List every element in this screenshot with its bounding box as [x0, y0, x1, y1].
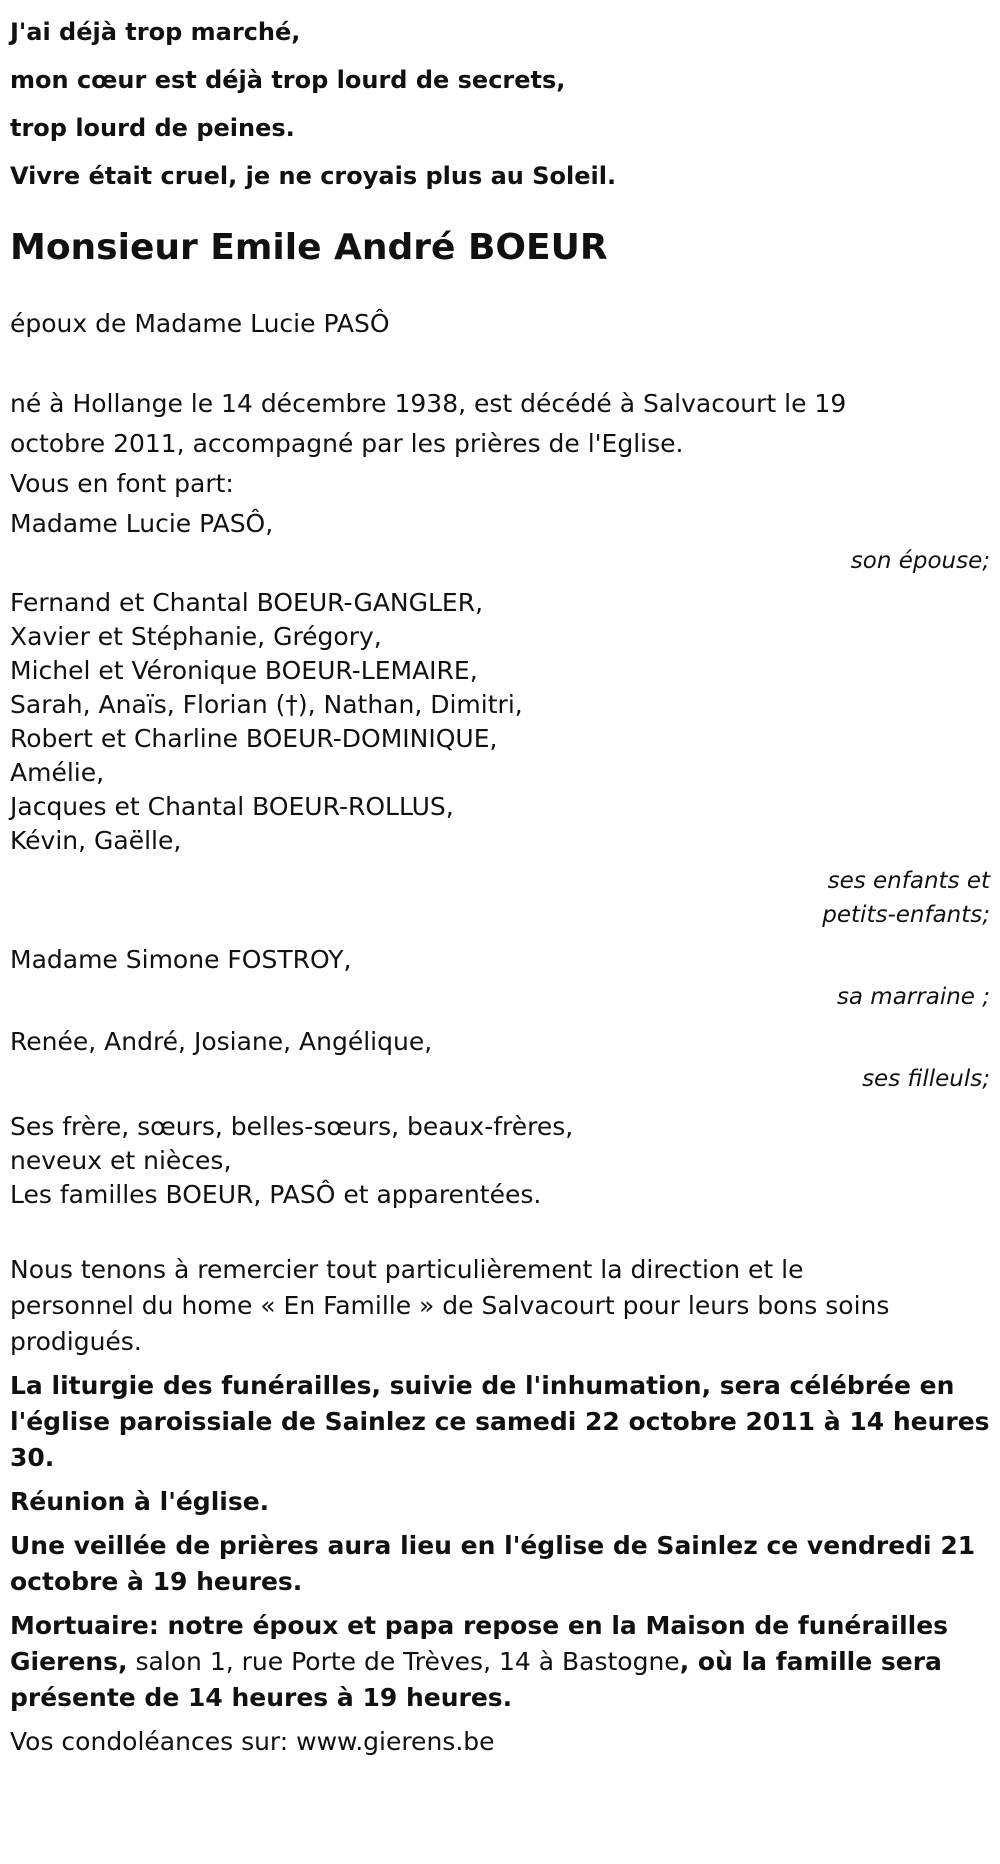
vigil-paragraph	[10, 1528, 990, 1600]
mourner-line: Jacques et Chantal BOEUR-ROLLUS,	[10, 792, 454, 821]
poem-line: J'ai déjà trop marché,	[10, 18, 301, 46]
spouse-of: époux de Madame Lucie PASÔ	[10, 309, 390, 338]
poem	[10, 8, 990, 200]
birth-death-line: octobre 2011, accompagné par les prières de l'Eglise.	[10, 429, 684, 458]
condolences-line: Vos condoléances sur: www.gierens.be	[10, 1727, 495, 1756]
obituary-page	[0, 8, 1000, 1864]
mourner-line: Kévin, Gaëlle,	[10, 826, 182, 855]
relation-label: ses enfants et	[827, 868, 990, 894]
liturgy-paragraph	[10, 1368, 990, 1476]
mortuary-home-name: Gierens,	[10, 1647, 128, 1676]
family-line: neveux et nièces,	[10, 1146, 232, 1175]
liturgy-line: 30.	[10, 1443, 55, 1472]
mortuary-line: présente de 14 heures à 19 heures.	[10, 1683, 513, 1712]
mourners-group-godmother	[10, 940, 990, 1014]
family-line: Les familles BOEUR, PASÔ et apparentées.	[10, 1180, 542, 1209]
relation-label: sa marraine ;	[836, 984, 990, 1010]
vigil-line: Une veillée de prières aura lieu en l'église de Sainlez ce vendredi 21	[10, 1531, 976, 1560]
thanks-line: prodigués.	[10, 1327, 142, 1356]
mortuary-line	[10, 1644, 990, 1680]
deceased-name: Monsieur Emile André BOEUR	[10, 227, 608, 268]
mourners-group-children	[10, 586, 990, 932]
announcement: Vous en font part:	[10, 469, 234, 498]
thanks-line: Nous tenons à remercier tout particulièrement la direction et le	[10, 1255, 804, 1284]
mortuary-address: salon 1, rue Porte de Trèves, 14 à Bastogne	[127, 1647, 680, 1676]
mourner-line: Renée, André, Josiane, Angélique,	[10, 1027, 433, 1056]
poem-line: trop lourd de peines.	[10, 114, 295, 142]
poem-line: Vivre était cruel, je ne croyais plus au Soleil.	[10, 162, 617, 190]
mourner-line: Amélie,	[10, 758, 105, 787]
relation-label: son épouse;	[850, 548, 990, 574]
mourner-line: Madame Simone FOSTROY,	[10, 945, 352, 974]
liturgy-line: La liturgie des funérailles, suivie de l'inhumation, sera célébrée en	[10, 1371, 955, 1400]
liturgy-line: l'église paroissiale de Sainlez ce samedi 22 octobre 2011 à 14 heures	[10, 1407, 990, 1436]
vigil-line: octobre à 19 heures.	[10, 1567, 303, 1596]
family-line: Ses frère, sœurs, belles-sœurs, beaux-frères,	[10, 1112, 574, 1141]
mourner-line: Michel et Véronique BOEUR-LEMAIRE,	[10, 656, 478, 685]
birth-death-line: né à Hollange le 14 décembre 1938, est décédé à Salvacourt le 19	[10, 389, 847, 418]
mourner-line: Robert et Charline BOEUR-DOMINIQUE,	[10, 724, 498, 753]
meeting-note: Réunion à l'église.	[10, 1487, 270, 1516]
poem-line: mon cœur est déjà trop lourd de secrets,	[10, 66, 566, 94]
mourner-line: Madame Lucie PASÔ,	[10, 509, 274, 538]
thanks-line: personnel du home « En Famille » de Salvacourt pour leurs bons soins	[10, 1291, 890, 1320]
mourner-line: Fernand et Chantal BOEUR-GANGLER,	[10, 588, 484, 617]
thanks-paragraph	[10, 1252, 990, 1360]
mortuary-family-note: , où la famille sera	[679, 1647, 942, 1676]
relation-label: ses filleuls;	[862, 1066, 990, 1092]
relation-label: petits-enfants;	[822, 902, 990, 928]
mourner-line: Sarah, Anaïs, Florian (†), Nathan, Dimitri,	[10, 690, 523, 719]
extended-family	[10, 1110, 990, 1212]
mourners-group-spouse	[10, 504, 990, 578]
birth-death	[10, 384, 990, 464]
mourner-line: Xavier et Stéphanie, Grégory,	[10, 622, 382, 651]
mortuary-line: Mortuaire: notre époux et papa repose en la Maison de funérailles	[10, 1611, 949, 1640]
mourners-group-godchildren	[10, 1022, 990, 1096]
mortuary-paragraph	[10, 1608, 990, 1716]
